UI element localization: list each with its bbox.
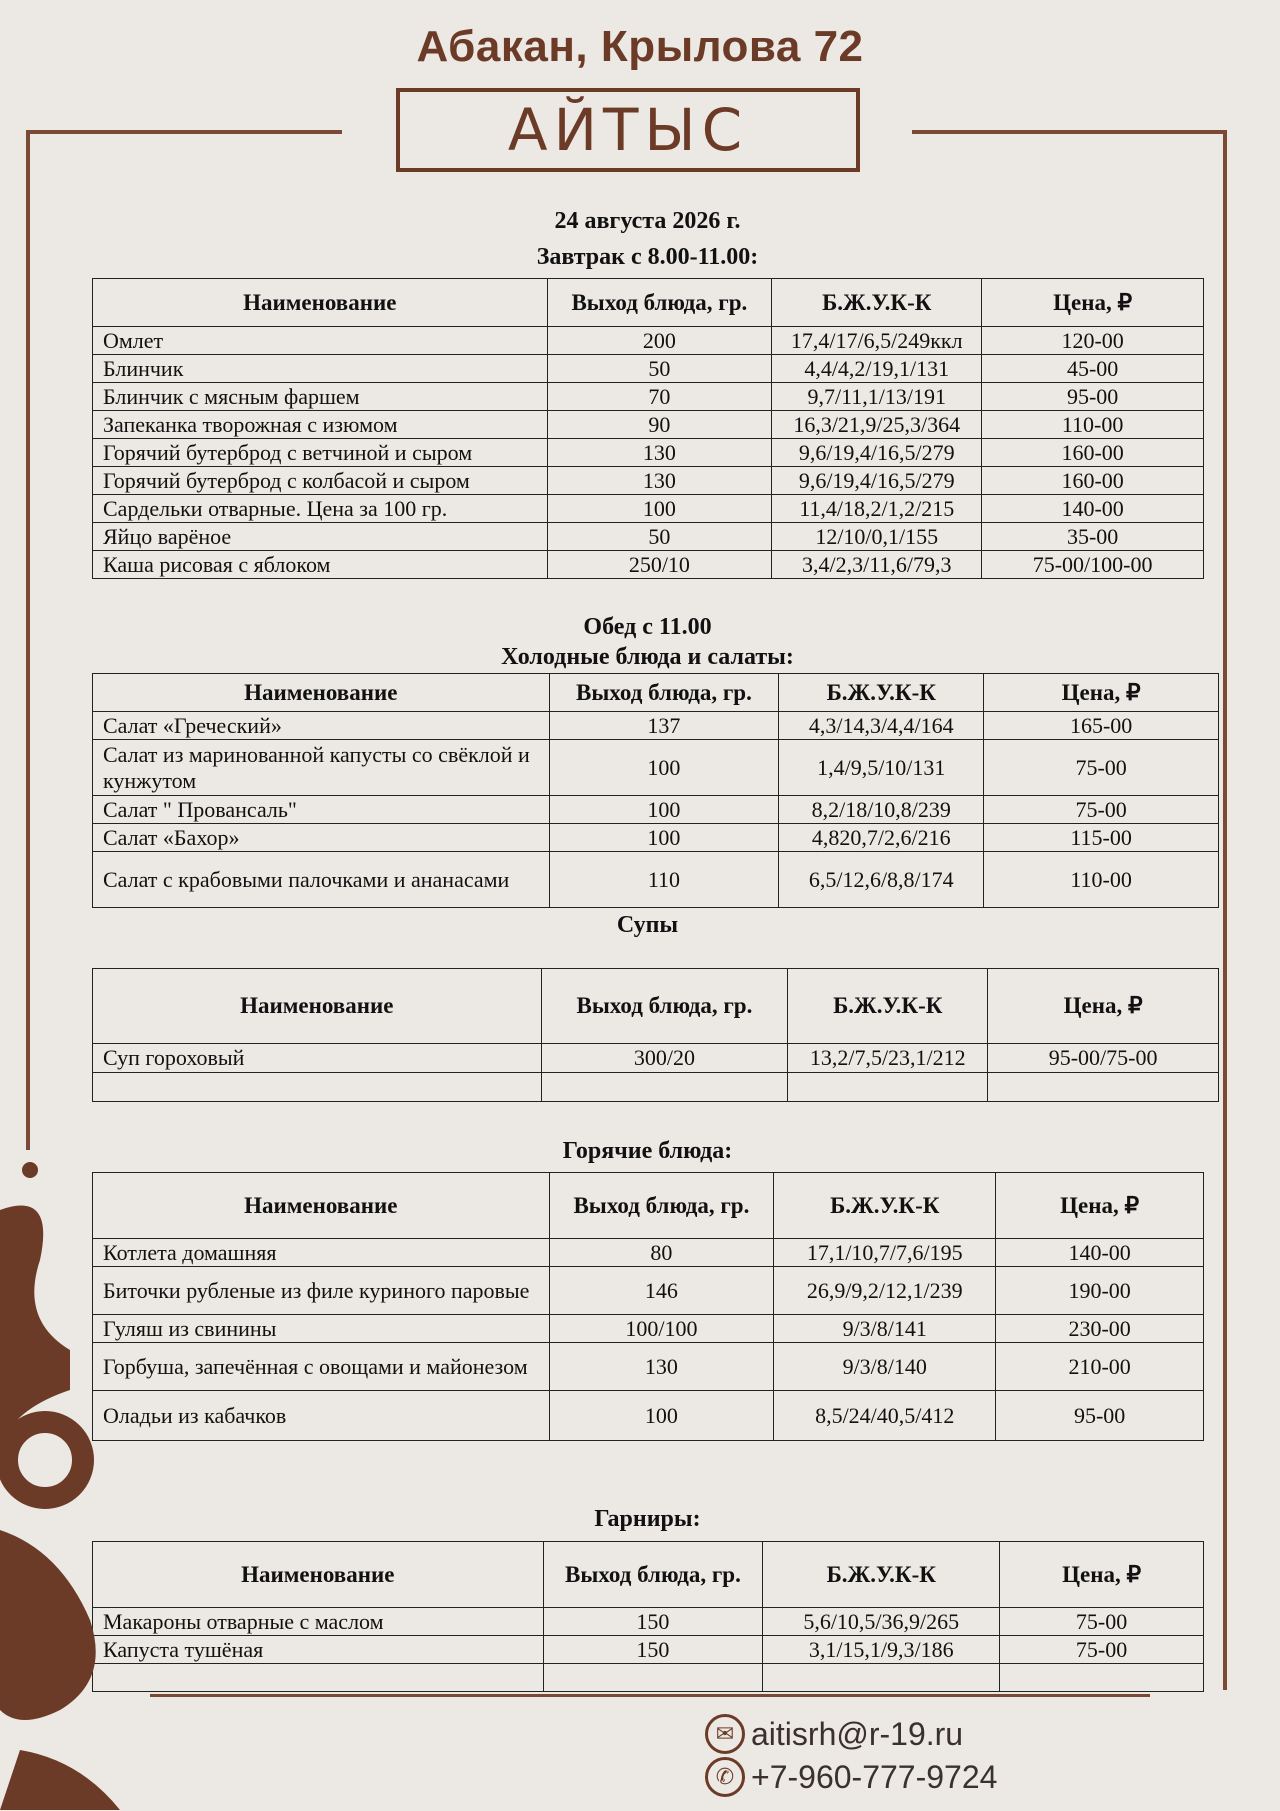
portion-weight: 300/20 xyxy=(541,1044,788,1073)
table-row xyxy=(93,551,1204,579)
price: 95-00/75-00 xyxy=(988,1044,1219,1073)
nutrition-value: 4,820,7/2,6/216 xyxy=(779,824,984,852)
dish-name: Яйцо варёное xyxy=(93,523,548,551)
logo-text: АЙТЫС xyxy=(507,96,749,164)
price: 140-00 xyxy=(982,495,1204,523)
table-row xyxy=(93,327,1204,355)
price: 190-00 xyxy=(996,1267,1204,1315)
portion-weight: 50 xyxy=(547,523,772,551)
column-header: Б.Ж.У.К-К xyxy=(763,1542,1000,1608)
table-row xyxy=(93,355,1204,383)
column-header: Б.Ж.У.К-К xyxy=(772,279,982,327)
dish-name: Гуляш из свинины xyxy=(93,1315,550,1343)
price: 210-00 xyxy=(996,1343,1204,1391)
salads-title: Холодные блюда и салаты: xyxy=(501,644,794,670)
hot-table xyxy=(92,1172,1204,1441)
dish-name: Сардельки отварные. Цена за 100 гр. xyxy=(93,495,548,523)
table-row xyxy=(93,1391,1204,1441)
price: 75-00 xyxy=(984,796,1219,824)
table-row xyxy=(93,1608,1204,1636)
decorative-ornament xyxy=(0,1150,150,1810)
table-row xyxy=(93,796,1219,824)
contact-email[interactable] xyxy=(705,1714,963,1754)
column-header: Цена, ₽ xyxy=(988,969,1219,1044)
email-text: aitisrh@r-19.ru xyxy=(751,1715,964,1752)
table-header-row xyxy=(93,1542,1204,1608)
table-row xyxy=(93,1044,1219,1073)
dish-name: Салат с крабовыми палочками и ананасами xyxy=(93,852,550,908)
dish-name: Котлета домашняя xyxy=(93,1239,550,1267)
column-header: Наименование xyxy=(93,1173,550,1239)
phone-icon: ✆ xyxy=(705,1757,745,1797)
dish-name: Оладьи из кабачков xyxy=(93,1391,550,1441)
portion-weight: 137 xyxy=(549,712,779,740)
nutrition-value: 17,1/10,7/7,6/195 xyxy=(774,1239,996,1267)
column-header: Б.Ж.У.К-К xyxy=(774,1173,996,1239)
dish-name: Биточки рубленые из филе куриного паровые xyxy=(93,1267,550,1315)
nutrition-value: 9,6/19,4/16,5/279 xyxy=(772,439,982,467)
price: 75-00/100-00 xyxy=(982,551,1204,579)
table-row xyxy=(93,439,1204,467)
nutrition-value: 26,9/9,2/12,1/239 xyxy=(774,1267,996,1315)
phone-text: +7-960-777-9724 xyxy=(751,1758,998,1795)
price: 35-00 xyxy=(982,523,1204,551)
column-header: Наименование xyxy=(93,674,550,712)
dish-name: Макароны отварные с маслом xyxy=(93,1608,544,1636)
envelope-icon: ✉ xyxy=(705,1714,745,1754)
table-row xyxy=(93,1315,1204,1343)
column-header: Наименование xyxy=(93,279,548,327)
portion-weight xyxy=(543,1664,763,1692)
column-header: Наименование xyxy=(93,969,542,1044)
table-header-row xyxy=(93,1173,1204,1239)
contact-phone[interactable] xyxy=(705,1757,997,1797)
table-row xyxy=(93,467,1204,495)
dish-name: Салат " Провансаль" xyxy=(93,796,550,824)
column-header: Выход блюда, гр. xyxy=(541,969,788,1044)
nutrition-value: 9/3/8/140 xyxy=(774,1343,996,1391)
portion-weight: 130 xyxy=(549,1343,774,1391)
column-header: Б.Ж.У.К-К xyxy=(788,969,988,1044)
table-header-row xyxy=(93,279,1204,327)
portion-weight: 100 xyxy=(547,495,772,523)
dish-name xyxy=(93,1664,544,1692)
column-header: Наименование xyxy=(93,1542,544,1608)
price: 165-00 xyxy=(984,712,1219,740)
price: 75-00 xyxy=(984,740,1219,796)
portion-weight: 250/10 xyxy=(547,551,772,579)
nutrition-value: 17,4/17/6,5/249ккл xyxy=(772,327,982,355)
nutrition-value: 3,4/2,3/11,6/79,3 xyxy=(772,551,982,579)
sides-table xyxy=(92,1541,1204,1692)
breakfast-title: Завтрак с 8.00-11.00: xyxy=(536,244,759,270)
breakfast-table xyxy=(92,278,1204,579)
nutrition-value: 3,1/15,1/9,3/186 xyxy=(763,1636,1000,1664)
portion-weight xyxy=(541,1073,788,1102)
nutrition-value: 9,6/19,4/16,5/279 xyxy=(772,467,982,495)
nutrition-value: 6,5/12,6/8,8/174 xyxy=(779,852,984,908)
table-row xyxy=(93,383,1204,411)
dish-name: Капуста тушёная xyxy=(93,1636,544,1664)
price: 110-00 xyxy=(982,411,1204,439)
nutrition-value xyxy=(763,1664,1000,1692)
salads-table xyxy=(92,673,1219,908)
table-row xyxy=(93,1664,1204,1692)
city-address: Абакан, Крылова 72 xyxy=(416,22,864,71)
portion-weight: 110 xyxy=(549,852,779,908)
table-row xyxy=(93,740,1219,796)
price: 45-00 xyxy=(982,355,1204,383)
table-row xyxy=(93,1073,1219,1102)
table-row xyxy=(93,824,1219,852)
menu-date: 24 августа 2026 г. xyxy=(554,208,741,234)
table-row xyxy=(93,523,1204,551)
price: 115-00 xyxy=(984,824,1219,852)
portion-weight: 100/100 xyxy=(549,1315,774,1343)
price: 110-00 xyxy=(984,852,1219,908)
frame-right-line xyxy=(1223,130,1227,1690)
soups-title: Супы xyxy=(616,912,679,938)
price: 75-00 xyxy=(1000,1608,1204,1636)
nutrition-value: 16,3/21,9/25,3/364 xyxy=(772,411,982,439)
table-row xyxy=(93,1636,1204,1664)
price xyxy=(988,1073,1219,1102)
nutrition-value: 4,3/14,3/4,4/164 xyxy=(779,712,984,740)
frame-top-right-line xyxy=(912,130,1227,134)
dish-name: Запеканка творожная с изюмом xyxy=(93,411,548,439)
hot-title: Горячие блюда: xyxy=(562,1138,733,1164)
column-header: Цена, ₽ xyxy=(996,1173,1204,1239)
nutrition-value: 9/3/8/141 xyxy=(774,1315,996,1343)
portion-weight: 146 xyxy=(549,1267,774,1315)
dish-name: Суп гороховый xyxy=(93,1044,542,1073)
dish-name: Блинчик с мясным фаршем xyxy=(93,383,548,411)
dish-name: Омлет xyxy=(93,327,548,355)
sides-title: Гарниры: xyxy=(594,1506,701,1532)
nutrition-value: 9,7/11,1/13/191 xyxy=(772,383,982,411)
dish-name: Горячий бутерброд с колбасой и сыром xyxy=(93,467,548,495)
nutrition-value xyxy=(788,1073,988,1102)
table-row xyxy=(93,495,1204,523)
column-header: Цена, ₽ xyxy=(1000,1542,1204,1608)
nutrition-value: 12/10/0,1/155 xyxy=(772,523,982,551)
nutrition-value: 4,4/4,2/19,1/131 xyxy=(772,355,982,383)
portion-weight: 90 xyxy=(547,411,772,439)
portion-weight: 80 xyxy=(549,1239,774,1267)
dish-name: Салат из маринованной капусты со свёклой и кунжутом xyxy=(93,740,550,796)
frame-bottom-line xyxy=(150,1694,1150,1697)
column-header: Выход блюда, гр. xyxy=(549,1173,774,1239)
logo xyxy=(396,88,860,172)
nutrition-value: 13,2/7,5/23,1/212 xyxy=(788,1044,988,1073)
portion-weight: 130 xyxy=(547,439,772,467)
portion-weight: 150 xyxy=(543,1608,763,1636)
nutrition-value: 11,4/18,2/1,2/215 xyxy=(772,495,982,523)
table-header-row xyxy=(93,674,1219,712)
dish-name: Блинчик xyxy=(93,355,548,383)
price: 75-00 xyxy=(1000,1636,1204,1664)
price: 230-00 xyxy=(996,1315,1204,1343)
portion-weight: 100 xyxy=(549,740,779,796)
portion-weight: 100 xyxy=(549,796,779,824)
dish-name: Горбуша, запечённая с овощами и майонезом xyxy=(93,1343,550,1391)
portion-weight: 130 xyxy=(547,467,772,495)
lunch-title: Обед с 11.00 xyxy=(583,614,712,640)
price: 95-00 xyxy=(996,1391,1204,1441)
table-row xyxy=(93,1343,1204,1391)
dish-name xyxy=(93,1073,542,1102)
table-row xyxy=(93,852,1219,908)
portion-weight: 70 xyxy=(547,383,772,411)
soups-table xyxy=(92,968,1219,1102)
dish-name: Каша рисовая с яблоком xyxy=(93,551,548,579)
portion-weight: 100 xyxy=(549,1391,774,1441)
nutrition-value: 1,4/9,5/10/131 xyxy=(779,740,984,796)
column-header: Б.Ж.У.К-К xyxy=(779,674,984,712)
portion-weight: 150 xyxy=(543,1636,763,1664)
price: 160-00 xyxy=(982,439,1204,467)
price: 140-00 xyxy=(996,1239,1204,1267)
table-row xyxy=(93,1267,1204,1315)
nutrition-value: 5,6/10,5/36,9/265 xyxy=(763,1608,1000,1636)
table-row xyxy=(93,411,1204,439)
column-header: Цена, ₽ xyxy=(984,674,1219,712)
dish-name: Салат «Бахор» xyxy=(93,824,550,852)
dish-name: Горячий бутерброд с ветчиной и сыром xyxy=(93,439,548,467)
dish-name: Салат «Греческий» xyxy=(93,712,550,740)
nutrition-value: 8,5/24/40,5/412 xyxy=(774,1391,996,1441)
column-header: Выход блюда, гр. xyxy=(547,279,772,327)
table-header-row xyxy=(93,969,1219,1044)
price: 160-00 xyxy=(982,467,1204,495)
price: 95-00 xyxy=(982,383,1204,411)
price xyxy=(1000,1664,1204,1692)
portion-weight: 200 xyxy=(547,327,772,355)
column-header: Выход блюда, гр. xyxy=(543,1542,763,1608)
column-header: Выход блюда, гр. xyxy=(549,674,779,712)
frame-top-left-line xyxy=(26,130,342,134)
price: 120-00 xyxy=(982,327,1204,355)
nutrition-value: 8,2/18/10,8/239 xyxy=(779,796,984,824)
portion-weight: 50 xyxy=(547,355,772,383)
table-row xyxy=(93,712,1219,740)
column-header: Цена, ₽ xyxy=(982,279,1204,327)
portion-weight: 100 xyxy=(549,824,779,852)
table-row xyxy=(93,1239,1204,1267)
